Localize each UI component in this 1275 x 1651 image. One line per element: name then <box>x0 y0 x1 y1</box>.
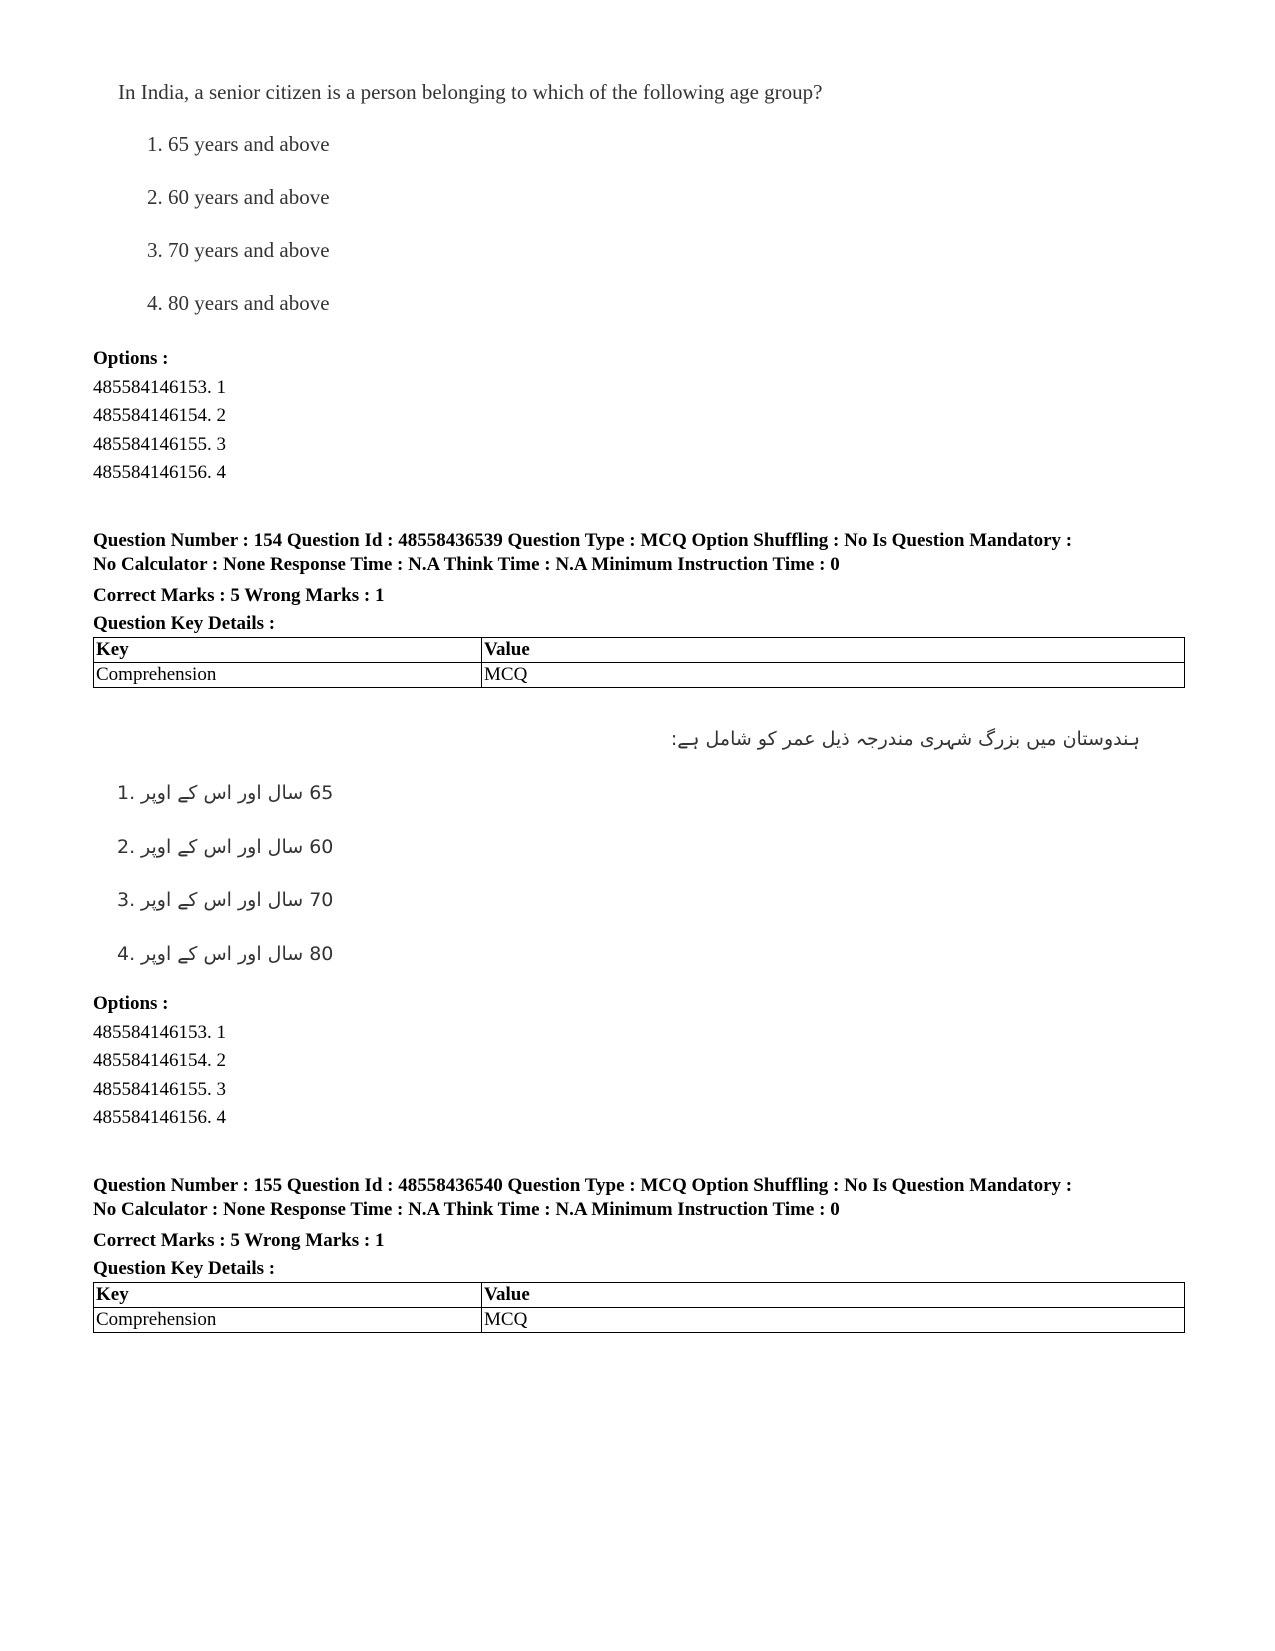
choice-number: 1. <box>117 782 136 804</box>
key-details-label: Question Key Details : <box>93 1258 276 1279</box>
key-details-table <box>93 1282 1185 1333</box>
table-cell-value: MCQ <box>482 1308 1185 1333</box>
choice-item: 3. 70 years and above <box>147 238 330 262</box>
choice-number: 4. <box>117 942 136 965</box>
question-meta-line: No Calculator : None Response Time : N.A Think Time : N.A Minimum Instruction Time : 0 <box>93 1199 840 1220</box>
option-item: 485584146153. 1 <box>93 1021 226 1043</box>
question-meta <box>93 529 1193 638</box>
key-details-table <box>93 637 1185 688</box>
choice-text: 80 سال اور اس کے اوپر <box>141 942 334 965</box>
table-row <box>94 1308 1185 1333</box>
choice-text: 65 سال اور اس کے اوپر <box>141 782 334 804</box>
question-text-urdu: ہندوستان میں بزرگ شہری مندرجہ ذیل عمر کو شامل ہے: <box>670 728 1140 750</box>
table-cell-key: Comprehension <box>94 1308 482 1333</box>
option-item: 485584146154. 2 <box>93 1050 226 1072</box>
question-text-english: In India, a senior citizen is a person belonging to which of the following age group? <box>118 80 823 104</box>
table-header-value: Value <box>482 638 1185 663</box>
choice-item <box>117 889 333 943</box>
question-meta-line: No Calculator : None Response Time : N.A Think Time : N.A Minimum Instruction Time : 0 <box>93 554 840 575</box>
question-meta <box>93 1174 1193 1283</box>
question-meta-line: Question Number : 155 Question Id : 48558436540 Question Type : MCQ Option Shuffling : No Is Question Mandatory : <box>93 1175 1073 1196</box>
choice-text: 70 سال اور اس کے اوپر <box>141 889 334 911</box>
table-row <box>94 663 1185 688</box>
choice-item: 4. 80 years and above <box>147 291 330 315</box>
table-header-value: Value <box>482 1283 1185 1308</box>
choice-item <box>117 943 333 997</box>
key-details-label: Question Key Details : <box>93 613 276 634</box>
options-label: Options : <box>93 993 169 1014</box>
choice-item <box>117 836 333 890</box>
option-item: 485584146153. 1 <box>93 376 226 398</box>
marks-line: Correct Marks : 5 Wrong Marks : 1 <box>93 585 385 606</box>
choice-text: 60 سال اور اس کے اوپر <box>141 835 334 858</box>
marks-line: Correct Marks : 5 Wrong Marks : 1 <box>93 1230 385 1251</box>
table-row <box>94 638 1185 663</box>
table-header-key: Key <box>94 1283 482 1308</box>
options-block <box>93 990 226 1133</box>
choice-list-english <box>147 132 330 344</box>
options-label: Options : <box>93 348 169 369</box>
table-row <box>94 1283 1185 1308</box>
choice-item: 1. 65 years and above <box>147 132 330 156</box>
table-cell-value: MCQ <box>482 663 1185 688</box>
choice-number: 3. <box>117 889 136 911</box>
table-cell-key: Comprehension <box>94 663 482 688</box>
option-item: 485584146155. 3 <box>93 1078 226 1100</box>
option-item: 485584146156. 4 <box>93 1107 226 1129</box>
option-item: 485584146154. 2 <box>93 405 226 427</box>
table-header-key: Key <box>94 638 482 663</box>
choice-item <box>117 782 333 836</box>
question-meta-line: Question Number : 154 Question Id : 48558436539 Question Type : MCQ Option Shuffling : No Is Question Mandatory : <box>93 530 1073 551</box>
choice-list-urdu <box>117 782 333 996</box>
option-item: 485584146156. 4 <box>93 462 226 484</box>
choice-number: 2. <box>117 835 136 858</box>
choice-item: 2. 60 years and above <box>147 185 330 209</box>
options-block <box>93 345 226 488</box>
option-item: 485584146155. 3 <box>93 433 226 455</box>
